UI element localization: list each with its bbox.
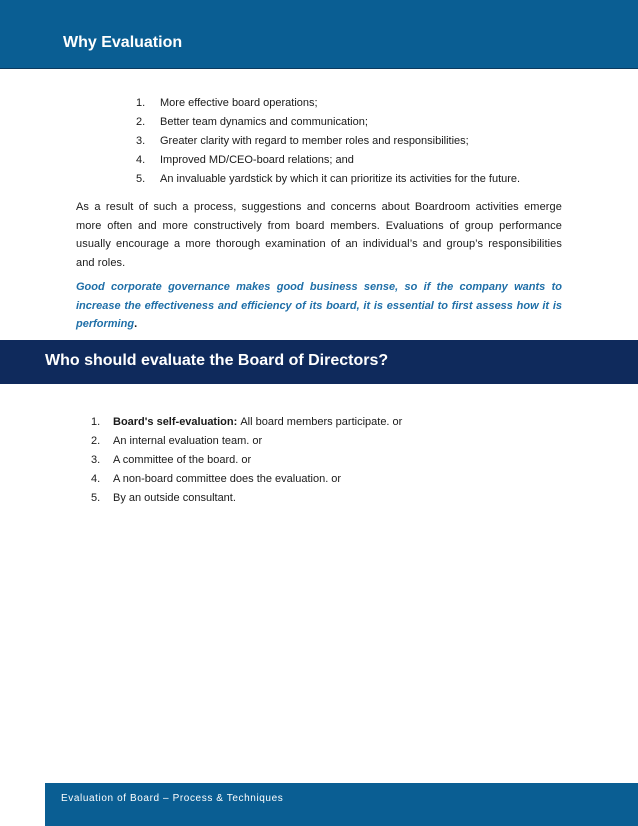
list-item: 4. Improved MD/CEO-board relations; and [136, 154, 354, 166]
section-header-who-evaluates [0, 340, 638, 384]
highlight-text: Good corporate governance makes good business sense, so if the company wants to increase the effectiveness and efficiency of its board, it is essential to first assess how it is performing [76, 281, 562, 330]
body-paragraph: As a result of such a process, suggestions and concerns about Boardroom activities emerge more often and more constructively from board members. Evaluations of group performance usually encourage a more thorough examination of an individual’s and group’s responsibilities and roles. [76, 201, 562, 269]
footer-text: Evaluation of Board – Process & Techniques [61, 793, 284, 804]
evaluators-list [91, 413, 402, 508]
list-item: 2. Better team dynamics and communication; [136, 116, 368, 128]
list-item: 1. Board's self-evaluation: All board members participate. or [91, 416, 403, 428]
highlight-period: . [134, 318, 138, 330]
benefits-list [136, 94, 520, 189]
list-item: 5. An invaluable yardstick by which it can prioritize its activities for the future. [136, 173, 521, 185]
section-title: Why Evaluation [63, 34, 183, 51]
list-item: 3. A committee of the board. or [91, 454, 252, 466]
section-header-why-evaluation [0, 0, 638, 69]
highlight-paragraph [76, 278, 562, 334]
list-item: 3. Greater clarity with regard to member roles and responsibilities; [136, 135, 469, 147]
page-footer [45, 783, 638, 826]
list-item: 5. By an outside consultant. [91, 492, 236, 504]
section-title: Who should evaluate the Board of Directors? [45, 352, 389, 369]
list-item: 4. A non-board committee does the evaluation. or [91, 473, 342, 485]
list-item: 2. An internal evaluation team. or [91, 435, 263, 447]
list-item: 1. More effective board operations; [136, 97, 318, 109]
